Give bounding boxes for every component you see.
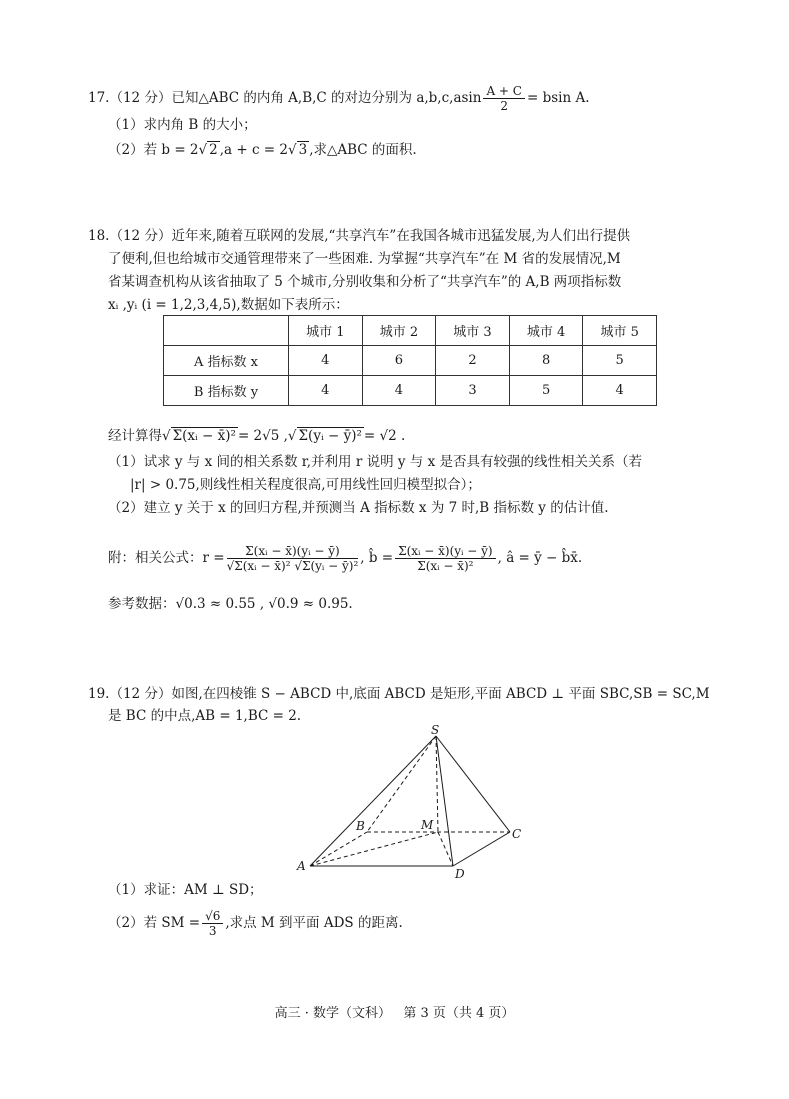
q17-frac-den: 2 [500,99,509,113]
sm-den: 3 [208,924,217,938]
q19-p2-b: ,求点 M 到平面 ADS 的距离. [225,915,403,931]
q17-p2-b: ,a + c = 2 [219,142,288,158]
edge-am [310,832,438,866]
q18-line1: 18.（12 分）近年来,随着互联网的发展,“共享汽车”在我国各城市迅猛发展,为人们出行提供 [88,228,631,244]
sqrt-icon: √ [287,428,297,444]
table-cell: 2 [436,346,510,376]
table-cell: 3 [436,376,510,406]
q18-line2: 了便利,但也给城市交通管理带来了一些困难. 为掌握“共享汽车”在 M 省的发展情况,M [108,251,621,267]
table-header-cell: 城市 1 [289,316,363,346]
table-cell: B 指标数 y [164,376,289,406]
table-cell: 5 [583,346,657,376]
a-formula: , â = ȳ − b̂x̄. [497,550,583,566]
sm-fraction [202,909,223,938]
q17-p2-a: （2）若 b = 2 [108,142,199,158]
q17-p2-radicand1: 2 [209,142,218,158]
label-b: B [356,819,365,833]
b-num: Σ(xᵢ − x̄)(yᵢ − ȳ) [395,544,496,559]
q19-part1: （1）求证：AM ⊥ SD； [108,882,263,898]
q17-head: 17.（12 分）已知△ABC 的内角 A,B,C 的对边分别为 a,b,c,asin [88,90,482,106]
edge-sa [310,736,436,866]
table-header-cell: 城市 2 [362,316,436,346]
label-d: D [455,867,465,881]
label-c: C [512,827,522,841]
table-header-cell: 城市 3 [436,316,510,346]
q17-frac-num: A + C [483,84,525,99]
table-cell: 4 [583,376,657,406]
table-header-cell: 城市 5 [583,316,657,346]
q17-part2 [108,141,417,159]
q19-line2: 是 BC 的中点,AB = 1,BC = 2. [108,708,302,724]
q18-calc-expr2: Σ(yᵢ − ȳ)² [298,428,362,444]
q17-tail: = bsin A. [526,90,590,106]
label-a: A [297,859,306,873]
q17-p2-radicand2: 3 [298,142,308,158]
table-header-cell [164,316,289,346]
q18-calc [108,427,405,445]
q18-formula-prefix: 附：相关公式：r = [108,550,225,566]
q18-calc-val1: = 2√5 , [237,428,288,444]
q18-calc-val2: = √2 . [363,428,406,444]
q19-p2-a: （2）若 SM = [108,915,201,931]
r-den: √Σ(xᵢ − x̄)² √Σ(yᵢ − ȳ)² [226,559,359,573]
page-footer: 高三 · 数学（文科） 第 3 页（共 4 页） [274,1006,515,1021]
edge-dc [453,832,510,866]
q17-p2-c: ,求△ABC 的面积. [309,142,417,158]
b-label: , b̂ = [360,550,394,566]
q18-ref: 参考数据：√0.3 ≈ 0.55 , √0.9 ≈ 0.95. [108,596,353,612]
q18-calc-expr1: Σ(xᵢ − x̄)² [172,428,236,444]
table-cell: 4 [289,376,363,406]
q17-fraction [483,84,525,113]
pyramid-figure [290,722,530,882]
sm-num: √6 [202,909,223,924]
b-den: Σ(xᵢ − x̄)² [417,559,474,573]
table-cell: 5 [509,376,583,406]
q18-part1b: |r| > 0.75,则线性相关程度很高,可用线性回归模型拟合）； [130,477,481,493]
table-cell: 4 [289,346,363,376]
r-num: Σ(xᵢ − x̄)(yᵢ − ȳ) [227,544,359,559]
data-table [163,315,657,406]
q18-part2: （2）建立 y 关于 x 的回归方程,并预测当 A 指标数 x 为 7 时,B 指标数 y 的估计值. [108,500,609,516]
sqrt-icon: √ [288,142,297,158]
label-m: M [421,818,434,832]
table-cell: A 指标数 x [164,346,289,376]
table-cell: 6 [362,346,436,376]
q17-line1 [88,84,590,113]
table-cell: 8 [509,346,583,376]
r-fraction [227,544,359,573]
q18-line3: 省某调查机构从该省抽取了 5 个城市,分别收集和分析了“共享汽车”的 A,B 两项指标数 [108,274,622,290]
table-cell: 4 [362,376,436,406]
table-header-row [164,316,657,346]
label-s: S [431,723,440,737]
q18-line4: xᵢ ,yᵢ (i = 1,2,3,4,5),数据如下表所示： [108,297,349,313]
q17-part1: （1）求内角 B 的大小； [108,117,257,133]
q18-calc-prefix: 经计算得 [108,428,162,444]
q19-part2 [108,906,403,940]
q18-part1a: （1）试求 y 与 x 间的相关系数 r,并利用 r 说明 y 与 x 是否具有较强的线性相关关系（若 [108,454,642,470]
b-fraction [395,544,496,573]
q19-line1: 19.（12 分）如图,在四棱锥 S − ABCD 中,底面 ABCD 是矩形,平面 ABCD ⊥ 平面 SBC,SB = SC,M [88,686,710,702]
q18-formulas [108,530,582,586]
table-header-cell: 城市 4 [509,316,583,346]
sqrt-icon: √ [198,142,208,158]
sqrt-icon: √ [162,428,171,444]
table-row [164,376,657,406]
table-row [164,346,657,376]
